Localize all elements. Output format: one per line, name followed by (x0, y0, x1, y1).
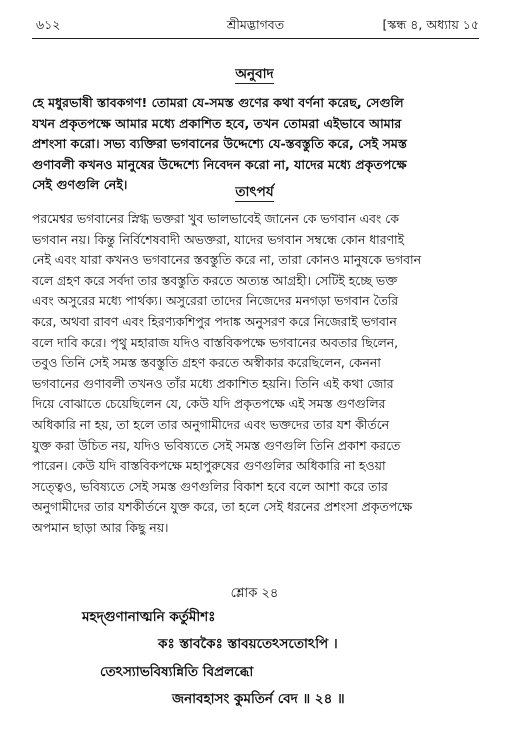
verse-line: কঃ স্তাবকৈঃ স্তাবয়তেঽসতোঽপি । (158, 636, 338, 652)
purport-line: ভগবান নয়। কিন্তু নির্বিশেষবাদী অভক্তরা, যাদের ভগবান সম্বন্ধে কোন ধারণাই (32, 231, 405, 247)
translation-line: গুণাবলী কখনও মানুষের উদ্দেশ্যে নিবেদন করো না, যাদের মধ্যে প্রকৃতপক্ষে (32, 156, 407, 172)
purport-line: বলে দাবি করে। পৃথু মহারাজ যদিও বাস্তবিকপক্ষে ভগবানের অবতার ছিলেন, (32, 334, 399, 350)
purport-heading: তাৎপর্য (235, 184, 274, 200)
purport-line: দিয়ে বোঝাতে চেয়েছিলেন যে, কেউ যদি প্রকৃতপক্ষে এই সমস্ত গুণগুলির (32, 396, 386, 412)
verse-heading: শ্লোক ২৪ (230, 586, 279, 601)
book-title: শ্রীমদ্ভাগবত (226, 17, 285, 32)
running-header (32, 14, 479, 36)
purport-line: অধিকারি না হয়, তা হলে তার অনুগামীদের এবং ভক্তদের তার যশ কীর্তনে (32, 416, 390, 432)
purport-line: এবং অসুরের মধ্যে পার্থক্য। অসুরেরা তাদের নিজেদের মনগড়া ভগবান তৈরি (32, 293, 399, 309)
header-rule (32, 38, 479, 39)
translation-line: যখন প্রকৃতপক্ষে আমার মধ্যে প্রকাশিত হবে, তখন তোমরা এইভাবে আমার (32, 115, 402, 131)
translation-line: হে মধুরভাষী স্তাবকগণ! তোমরা যে-সমস্ত গুণের কথা বর্ণনা করেছ, সেগুলি (32, 95, 404, 110)
purport-line: করে, অথবা রাবণ এবং হিরণ্যকশিপুর পদাঙ্ক অনুসরণ করে নিজেরাই ভগবান (32, 313, 397, 329)
purport-line: বলে গ্রহণ করে সর্বদা তার স্তবস্তুতি করতে অত্যন্ত আগ্রহী। সেটিই হচ্ছে ভক্ত (32, 272, 398, 288)
verse-line: মহদ্গুণানাত্মনি কর্তুমীশঃ (82, 609, 216, 625)
verse-line: তেঽস্যাভবিষ্যন্নিতি বিপ্রলব্ধো (100, 664, 254, 680)
purport-line: তবুও তিনি সেই সমস্ত স্তবস্তুতি গ্রহণ করতে অস্বীকার করেছিলেন, কেননা (32, 355, 381, 371)
purport-line: সত্ত্বেও, ভবিষ্যতে সেই সমস্ত গুণগুলির বিকাশ হবে বলে আশা করে তার (32, 478, 388, 494)
translation-heading: অনুবাদ (235, 66, 274, 82)
purport-text (32, 209, 479, 539)
purport-line: অপমান ছাড়া আর কিছু নয়। (32, 519, 169, 535)
purport-line: অনুগামীদের তার যশকীর্তনে যুক্ত করে, তা হলে সেই ধরনের প্রশংসা প্রকৃতপক্ষে (32, 499, 413, 515)
purport-line: পারেন। কেউ যদি বাস্তবিকপক্ষে মহাপুরুষের গুণগুলির অধিকারি না হওয়া (32, 458, 386, 474)
verse-line: জনাবহাসং কুমতির্ন বেদ ॥ ২৪ ॥ (172, 691, 345, 707)
purport-line: নেই এবং যারা কখনও ভগবানের স্তবস্তুতি করে না, তারা কোনও মানুষকে ভগবান (32, 252, 421, 268)
translation-line: সেই গুণগুলি নেই। (32, 177, 128, 192)
translation-line: প্রশংসা করো। সভ্য ব্যক্তিরা ভগবানের উদ্দেশ্যে যে-স্তবস্তুতি করে, সেই সমস্ত (32, 136, 407, 151)
purport-line: যুক্ত করা উচিত নয়, যদিও ভবিষ্যতে সেই সমস্ত গুণগুলি তিনি প্রকাশ করতে (32, 437, 401, 453)
purport-line: পরমেশ্বর ভগবানের স্নিগ্ধ ভক্তরা খুব ভালভাবেই জানেন কে ভগবান এবং কে (32, 211, 399, 226)
page-number: ৬১২ (36, 17, 61, 32)
purport-line: ভগবানের গুণাবলী তখনও তাঁর মধ্যে প্রকাশিত হয়নি। তিনি এই কথা জোর (32, 375, 394, 391)
chapter-info: [স্কন্ধ ৪, অধ্যায় ১৫ (382, 17, 479, 32)
